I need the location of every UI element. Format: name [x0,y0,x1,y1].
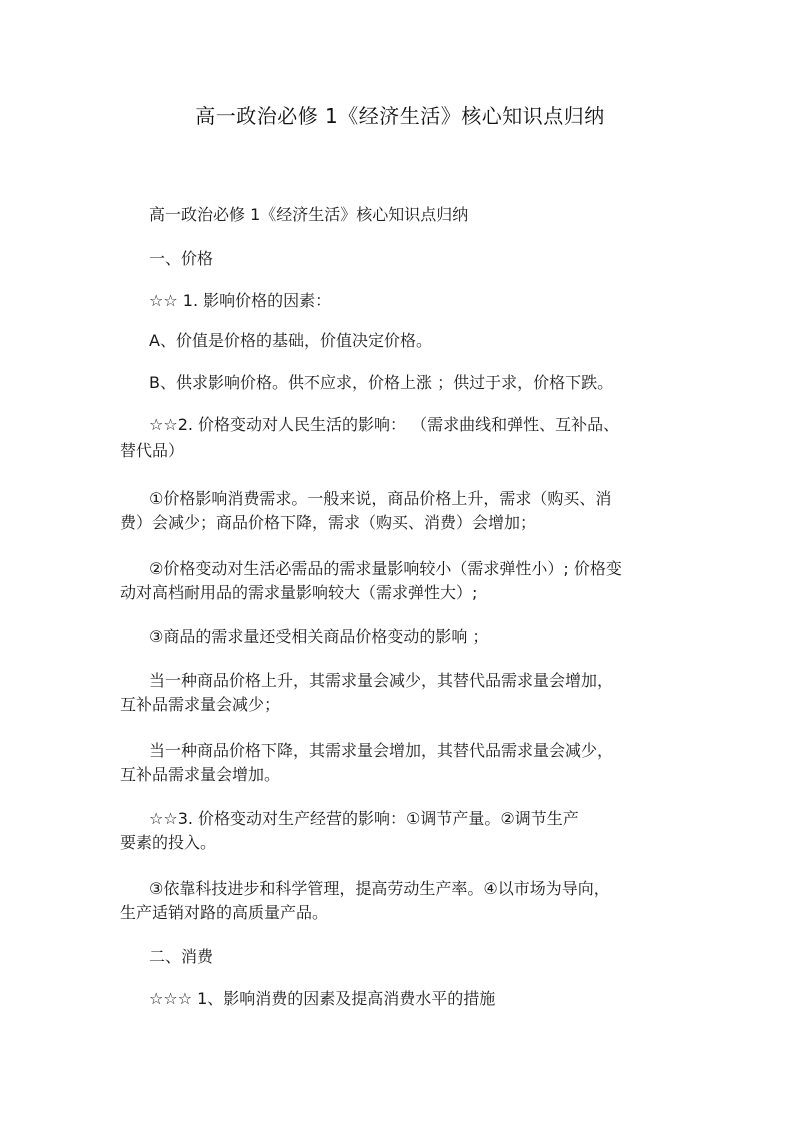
paragraph-price-fall-line2: 互补品需求量会增加。 [120,765,281,784]
section-heading-price: 一、价格 [149,249,214,268]
item-heading-price-factors: ☆☆ 1. 影响价格的因素： [149,291,332,310]
item-heading-price-life-line2: 替代品） [120,441,185,460]
paragraph-productivity-line1: ③依靠科技进步和科学管理，提高劳动生产率。④以市场为导向， [149,879,610,898]
item-heading-consumption-factors: ☆☆☆ 1、影响消费的因素及提高消费水平的措施 [149,989,496,1008]
paragraph-price-affects-demand-line2: 费）会减少；商品价格下降，需求（购买、消费）会增加； [120,513,537,532]
paragraph-price-rise-line1: 当一种商品价格上升，其需求量会减少，其替代品需求量会增加， [149,671,614,690]
paragraph-price-fall-line1: 当一种商品价格下降，其需求量会增加，其替代品需求量会减少， [149,741,614,760]
paragraph-price-affects-demand-line1: ①价格影响消费需求。一般来说，商品价格上升，需求（购买、消 [149,489,612,508]
paragraph-price-rise-line2: 互补品需求量会减少； [120,695,281,714]
section-heading-consumption: 二、消费 [149,947,214,966]
item-heading-production-line2: 要素的投入。 [120,833,217,852]
paragraph-related-goods: ③商品的需求量还受相关商品价格变动的影响 ； [149,627,489,646]
paragraph-productivity-line2: 生产适销对路的高质量产品。 [120,903,329,922]
document-title: 高一政治必修 1《经济生活》核心知识点归纳 [195,104,605,128]
paragraph-value-determines-price: A、价值是价格的基础，价值决定价格。 [149,331,432,350]
document-subtitle: 高一政治必修 1《经济生活》核心知识点归纳 [149,205,469,224]
item-heading-production-line1: ☆☆3. 价格变动对生产经营的影响：①调节产量。②调节生产 [149,809,579,828]
paragraph-supply-demand: B、供求影响价格。供不应求，价格上涨 ；供过于求，价格下跌。 [149,373,614,392]
paragraph-elasticity-line2: 动对高档耐用品的需求量影响较大（需求弹性大）; [120,583,478,602]
item-heading-price-life-line1: ☆☆2. 价格变动对人民生活的影响： （需求曲线和弹性、互补品、 [149,415,620,434]
paragraph-elasticity-line1: ②价格变动对生活必需品的需求量影响较小（需求弹性小）; 价格变 [149,559,622,578]
